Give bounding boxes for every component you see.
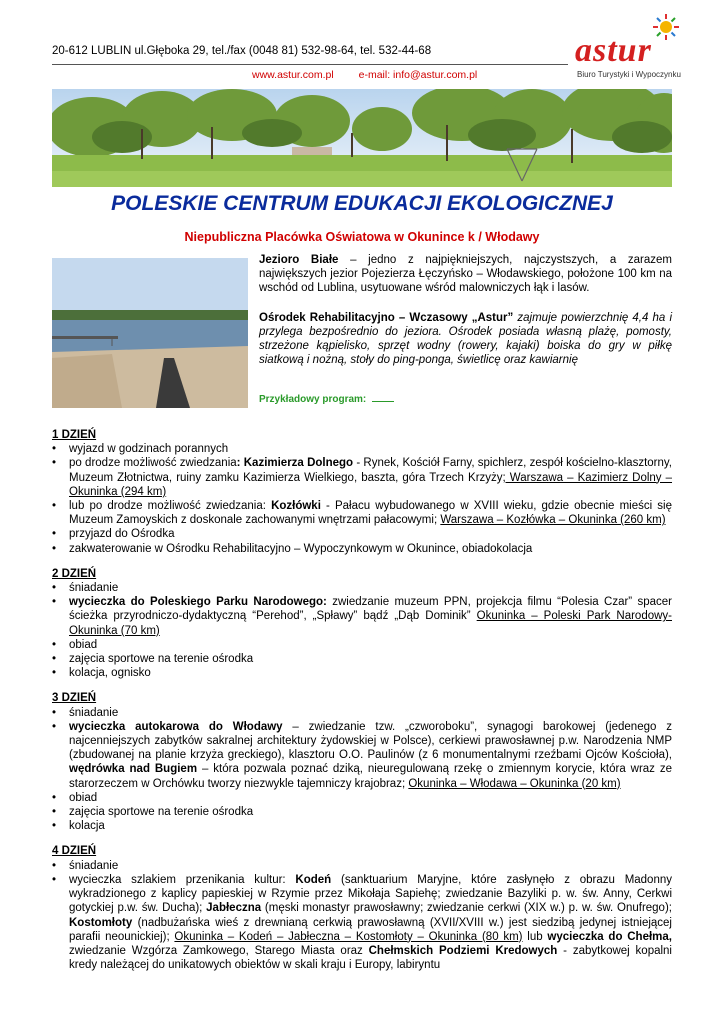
- lake-name: Jezioro Białe: [259, 254, 339, 266]
- list-item: • śniadanie: [52, 581, 672, 595]
- day-heading: 1 DZIEŃ: [52, 429, 97, 441]
- lake-photo: [52, 258, 248, 408]
- list-item: • wycieczka autokarowa do Włodawy – zwiedzanie tzw. „czworoboku”, synagogi barokowej (jedenego z najcenniejszych zabytków sakralnej architektury żydowskiej w Polsce), cerkiewi prawosławnej p.w. Narodzenia NMP (zbudowanej na planie krzyża greckiego), klasztoru O.O. Paulinów (z 6 monumentalnymi rzeźbami Ojców Kościoła), wędrówka nad Bugiem – która pozwala poznać dziką, nieuregulowaną rzekę o zmiennym korycie, która wraz ze starorzeczem w Orchówku tworzy niezwykle tajemniczy krajobraz; Okuninka – Włodawa – Okuninka (20 km): [52, 720, 672, 791]
- logo-tagline: Biuro Turystyki i Wypoczynku: [577, 70, 681, 79]
- page-title: POLESKIE CENTRUM EDUKACJI EKOLOGICZNEJ: [111, 192, 613, 215]
- day-4: [52, 844, 672, 972]
- list-item: • lub po drodze możliwość zwiedzania: Kozłówki - Pałacu wybudowanego w XVIII wieku, gdzie obecnie mieści się Muzeum Zamoyskich z doskonale zachowanymi wnętrzami pałacowymi; Warszawa – Kozłówka – Okuninka (260 km): [52, 499, 672, 527]
- header-divider: [52, 64, 568, 65]
- website-link[interactable]: www.astur.com.pl: [252, 69, 334, 81]
- list-item: • wycieczka szlakiem przenikania kultur: Kodeń (sanktuarium Maryjne, które zasłynęło z obrazu Madonny wykradzionego z kaplicy papieskiej w Rzymie przez Mikołaja Sapiehę; zwiedzanie Bazyliki p. w. św. Anny, Cerkwi gotyckiej p.w. św. Ducha); Jabłeczna (męski monastyr prawosławny; zwiedzanie cerkwi (XIX w.) p. w. św. Onufrego); Kostomłoty (nadbużańska wieś z drewnianą cerkwią prawosławną (XVII/XVIII w.) jest siedzibą jedynej istniejącej parafii neounickiej); Okuninka – Kodeń – Jabłeczna – Kostomłoty – Okuninka (80 km) lub wycieczka do Chełma, zwiedzanie Wzgórza Zamkowego, Starego Miasta oraz Chełmskich Podziemi Kredowych - zabytkowej kopalni kredy należącej do unikatowych obiektów w skali kraju i Europy, labiryntu: [52, 873, 672, 972]
- email-link[interactable]: e-mail: info@astur.com.pl: [358, 69, 478, 81]
- intro-resort-paragraph: Ośrodek Rehabilitacyjno – Wczasowy „Astur” zajmuje powierzchnię 4,4 ha i przylega bezpośrednio do jeziora. Ośrodek posiada własną plażę, pomosty, strzeżone kąpielisko, sprzęt wodny (rowery, kajaki) boiska do gry w piłkę siatkową i nożną, stoły do ping-ponga, świetlicę oraz kawiarnię: [259, 312, 672, 366]
- list-item: • śniadanie: [52, 706, 672, 720]
- list-item: • przyjazd do Ośrodka: [52, 527, 672, 541]
- program-label: Przykładowy program:: [259, 393, 672, 407]
- program-body: [52, 428, 672, 983]
- list-item: • kolacja: [52, 819, 672, 833]
- resort-name: Ośrodek Rehabilitacyjno – Wczasowy „Astur”: [259, 312, 514, 324]
- list-item: • zajęcia sportowe na terenie ośrodka: [52, 805, 672, 819]
- list-item: • zakwaterowanie w Ośrodku Rehabilitacyjno – Wypoczynkowym w Okunince, obiadokolacja: [52, 542, 672, 556]
- logo-wordmark: astur: [575, 32, 652, 69]
- list-item: • obiad: [52, 638, 672, 652]
- banner-photo: [52, 89, 672, 187]
- intro-lake-paragraph: Jezioro Białe – jedno z najpiękniejszych, najczystszych, a zarazem największych jezior Pojezierza Łęczyńsko – Włodawskiego, położone 100 km na wschód od Lublina, usytuowane wśród malowniczych łąk i lasów.: [259, 254, 672, 294]
- day-3: [52, 691, 672, 833]
- day-1: [52, 428, 672, 556]
- day-heading: 4 DZIEŃ: [52, 845, 97, 858]
- day-heading: 2 DZIEŃ: [52, 567, 97, 580]
- list-item: • śniadanie: [52, 859, 672, 873]
- list-item: • obiad: [52, 791, 672, 805]
- header-address: 20-612 LUBLIN ul.Głęboka 29, tel./fax (0048 81) 532-98-64, tel. 532-44-68: [52, 45, 432, 57]
- list-item: • kolacja, ognisko: [52, 666, 672, 680]
- contact-line: [252, 69, 499, 81]
- day-2: [52, 567, 672, 681]
- intro-section: [259, 253, 672, 407]
- list-item: • wyjazd w godzinach porannych: [52, 442, 672, 456]
- list-item: • po drodze możliwość zwiedzania: Kazimierza Dolnego - Rynek, Kościół Farny, spichlerz, zespół kościelno-klasztorny, Muzeum Złotnictwa, ruiny zamku Kazimierza Wielkiego, baszta, góra Trzech Krzyży; Warszawa – Kazimierz Dolny – Okuninka (294 km): [52, 456, 672, 499]
- sun-icon: [653, 14, 679, 40]
- page-subtitle: Niepubliczna Placówka Oświatowa w Okunince k / Włodawy: [184, 230, 540, 244]
- list-item: • wycieczka do Poleskiego Parku Narodowego: zwiedzanie muzeum PPN, projekcja filmu “Polesia Czar” spacer ścieżka przyrodniczo-dydaktyczną “Perehod”, „Spławy” bądź „Dąb Dominik” Okuninka – Poleski Park Narodowy- Okuninka (70 km): [52, 595, 672, 638]
- list-item: • zajęcia sportowe na terenie ośrodka: [52, 652, 672, 666]
- day-heading: 3 DZIEŃ: [52, 692, 97, 705]
- astur-logo: [573, 14, 695, 84]
